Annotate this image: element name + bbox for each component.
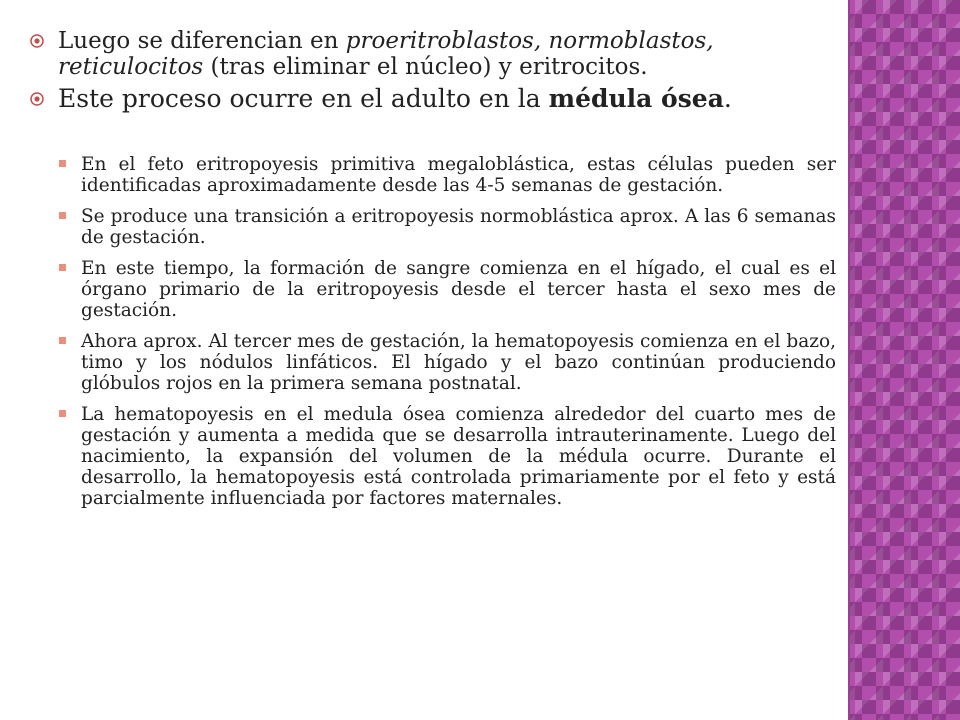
spacer [28,118,836,154]
square-bullet-icon [59,264,66,271]
bullet-level2-text: La hematopoyesis en el medula ósea comienza alrededor del cuarto mes de gestación y aumenta a medida que se desarrolla intrauterinamente. Luego del nacimiento, la expansión del volumen de la médula ocurre. Durante el desarrollo, la hematopoyesis está controlada primariamente por el feto y está parcialmente influenciada por factores maternales. [81,404,836,509]
bullet-level1-0 [28,28,836,80]
bullet-level2-text: Ahora aprox. Al tercer mes de gestación, la hematopoyesis comienza en el bazo, timo y los nódulos linfáticos. El hígado y el bazo continúan produciendo glóbulos rojos en la primera semana postnatal. [81,331,836,394]
side-band-edge [848,0,850,720]
bullet-text-1c: . [723,84,732,113]
bullet-level2-2 [28,258,836,321]
bullet-level2-text: En este tiempo, la formación de sangre comienza en el hígado, el cual es el órgano primario de la eritropoyesis desde el tercer hasta el sexo mes de gestación. [81,258,836,321]
square-bullet-icon [59,410,66,417]
square-bullet-icon [59,337,66,344]
bullet-level2-text: Se produce una transición a eritropoyesis normoblástica aprox. A las 6 semanas de gestación. [81,206,836,248]
bullet-text-1b: médula ósea [548,84,724,113]
bullet-text-1a: Este proceso ocurre en el adulto en la [58,84,549,113]
square-bullet-icon [59,160,66,167]
bullet-level1-1 [28,84,836,114]
circled-dot-icon [30,92,44,106]
bullet-level2-text: En el feto eritropoyesis primitiva megaloblástica, estas células pueden ser identificadas aproximadamente desde las 4-5 semanas de gestación. [81,154,836,196]
bullet-text-0c: (tras eliminar el núcleo) y eritrocitos. [203,54,648,80]
bullet-text-0a: Luego se diferencian en [58,28,346,54]
circled-dot-icon [30,34,44,48]
bullet-text-0b: proeritroblastos, normoblastos, reticulocitos [58,28,714,80]
decorative-side-band [848,0,960,720]
bullet-level2-4 [28,404,836,509]
bullet-level2-0 [28,154,836,196]
square-bullet-icon [59,212,66,219]
bullet-level2-1 [28,206,836,248]
bullet-level2-3 [28,331,836,394]
slide-content [28,28,836,519]
